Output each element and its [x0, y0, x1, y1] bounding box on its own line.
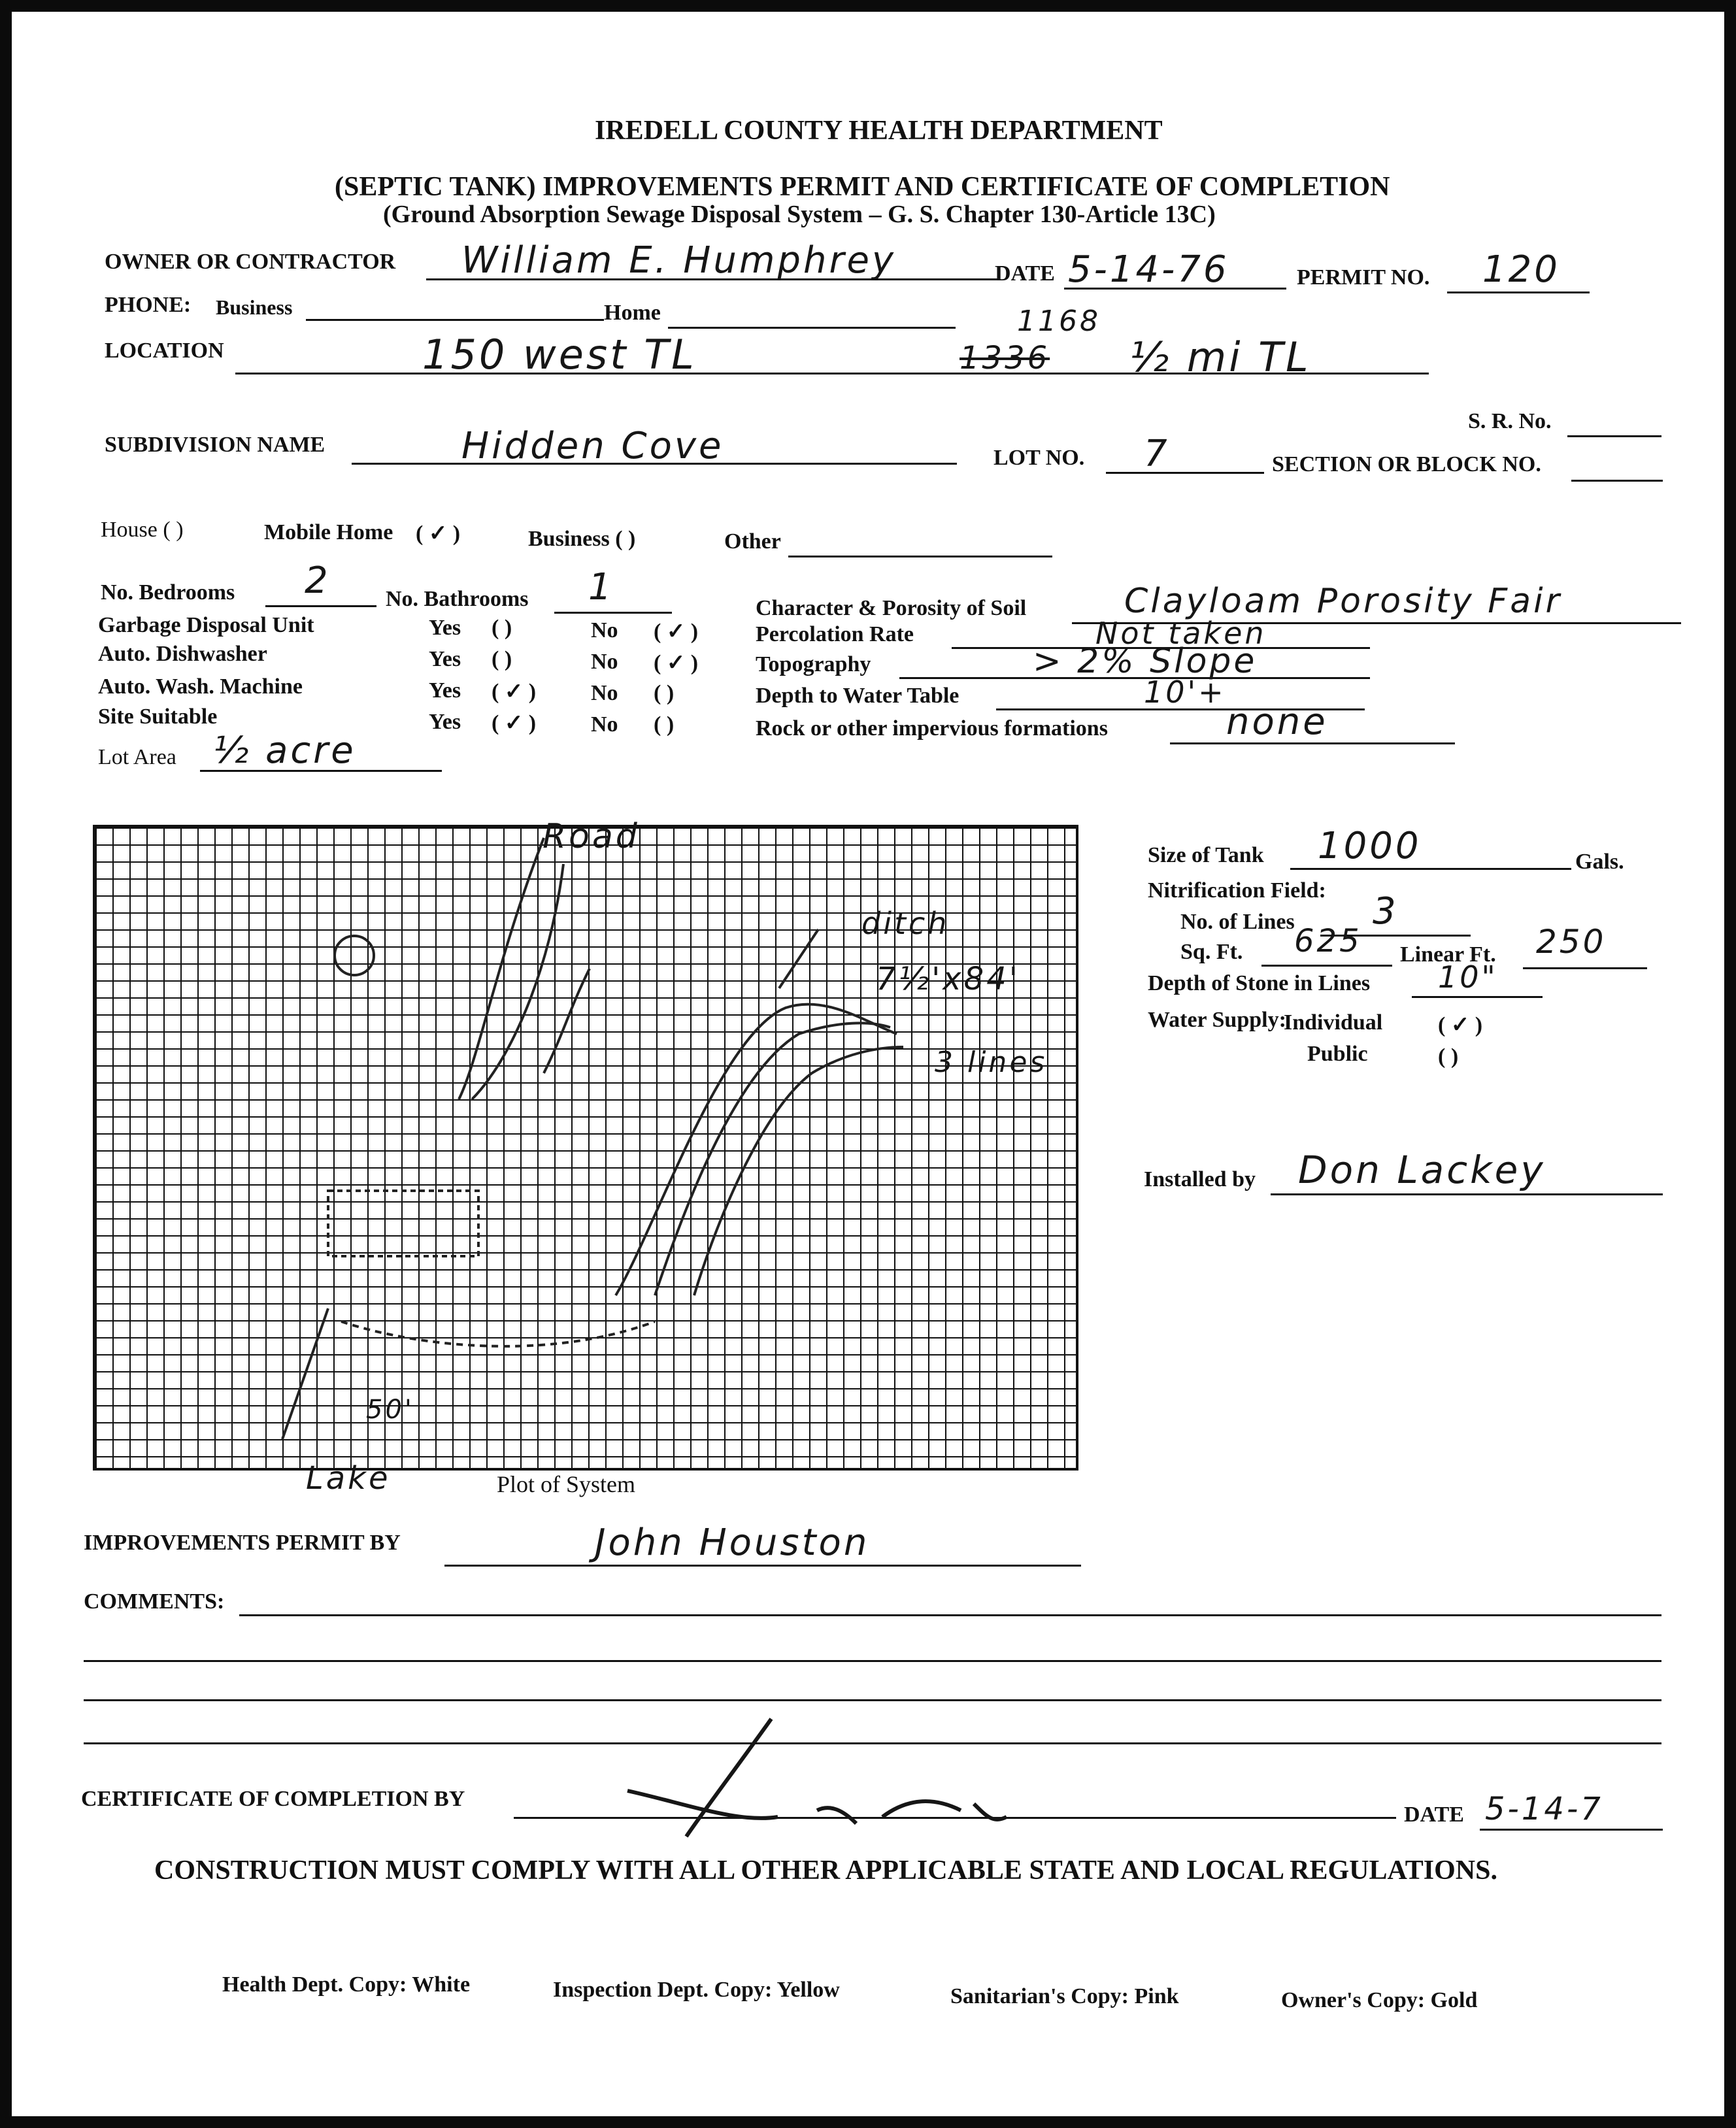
- location-value2: ½ mi TL: [1129, 333, 1311, 381]
- date-value: 5-14-76: [1068, 248, 1229, 291]
- certificate-signature: [608, 1712, 1013, 1843]
- form-title: (SEPTIC TANK) IMPROVEMENTS PERMIT AND CERTIFICATE OF COMPLETION: [335, 172, 1390, 202]
- linear-ft-label: Linear Ft.: [1400, 942, 1496, 967]
- perc-rate-value: Not taken: [1095, 616, 1267, 651]
- permit-by-label: IMPROVEMENTS PERMIT BY: [84, 1531, 401, 1555]
- certificate-label: CERTIFICATE OF COMPLETION BY: [81, 1787, 465, 1811]
- sketch-road-label: Road: [542, 817, 640, 856]
- tank-size-label: Size of Tank: [1148, 843, 1264, 867]
- business-option: Business ( ): [528, 527, 636, 551]
- feature-garbage-yes-mark: ( ): [492, 616, 512, 640]
- tank-gals-label: Gals.: [1575, 850, 1624, 874]
- tank-size-value: 1000: [1318, 825, 1422, 867]
- bathrooms-label: No. Bathrooms: [386, 587, 529, 611]
- linear-ft-value: 250: [1536, 923, 1607, 961]
- feature-garbage-label: Garbage Disposal Unit: [98, 613, 314, 637]
- phone-business-label: Business: [216, 295, 293, 319]
- location-value: 150 west TL: [422, 331, 697, 378]
- water-table-value: 10'+: [1144, 674, 1226, 710]
- public-label: Public: [1307, 1042, 1368, 1066]
- feature-site-label: Site Suitable: [98, 705, 218, 729]
- feature-dishwasher-yes-mark: ( ): [492, 647, 512, 671]
- lines-label: No. of Lines: [1180, 910, 1295, 934]
- plot-caption: Plot of System: [497, 1471, 636, 1497]
- comments-line-1: [239, 1614, 1661, 1616]
- feature-dishwasher-no-mark: ( ✓ ): [654, 651, 699, 675]
- phone-label: PHONE:: [105, 293, 192, 317]
- subdivision-label: SUBDIVISION NAME: [105, 433, 326, 457]
- sr-no-label: S. R. No.: [1468, 409, 1552, 433]
- copy-health-dept: Health Dept. Copy: White: [222, 1972, 471, 1997]
- nitrification-label: Nitrification Field:: [1148, 878, 1326, 903]
- feature-dishwasher-no: No: [591, 650, 618, 674]
- location-correction: 1168: [1017, 305, 1101, 338]
- water-supply-label: Water Supply:: [1148, 1008, 1286, 1032]
- permit-by-value: John Houston: [595, 1521, 870, 1564]
- date-label: DATE: [995, 261, 1055, 286]
- lot-area-label: Lot Area: [98, 745, 176, 769]
- installed-by-label: Installed by: [1144, 1167, 1256, 1191]
- feature-garbage-no: No: [591, 618, 618, 642]
- feature-dishwasher-label: Auto. Dishwasher: [98, 642, 267, 666]
- mobile-home-option: Mobile Home: [264, 520, 393, 544]
- sketch-lines-label: 3 lines: [935, 1046, 1048, 1079]
- soil-character-label: Character & Porosity of Soil: [756, 596, 1027, 620]
- copy-inspection-dept: Inspection Dept. Copy: Yellow: [553, 1978, 840, 2002]
- rock-label: Rock or other impervious formations: [756, 716, 1108, 740]
- form-subtitle: (Ground Absorption Sewage Disposal System – G. S. Chapter 130-Article 13C): [383, 201, 1216, 228]
- individual-label: Individual: [1284, 1010, 1383, 1035]
- section-label: SECTION OR BLOCK NO.: [1272, 452, 1541, 476]
- feature-site-no-mark: ( ): [654, 712, 675, 737]
- bedrooms-label: No. Bedrooms: [101, 580, 235, 605]
- sketch-dist-label: 50': [366, 1395, 414, 1425]
- lot-label: LOT NO.: [993, 446, 1085, 470]
- comments-line-3: [84, 1699, 1661, 1701]
- permit-value: 120: [1482, 248, 1560, 291]
- certificate-date-label: DATE: [1404, 1803, 1464, 1827]
- feature-washer-yes: Yes: [429, 678, 461, 703]
- comments-label: COMMENTS:: [84, 1589, 225, 1614]
- feature-site-yes-mark: ( ✓ ): [492, 711, 537, 735]
- installed-by-value: Don Lackey: [1298, 1148, 1546, 1192]
- comments-line-2: [84, 1660, 1661, 1662]
- location-label: LOCATION: [105, 339, 224, 363]
- bathrooms-value: 1: [588, 566, 614, 608]
- copy-sanitarian: Sanitarian's Copy: Pink: [950, 1984, 1179, 2008]
- sqft-label: Sq. Ft.: [1180, 940, 1243, 964]
- permit-label: PERMIT NO.: [1297, 265, 1430, 290]
- feature-garbage-yes: Yes: [429, 616, 461, 640]
- feature-washer-label: Auto. Wash. Machine: [98, 674, 303, 699]
- certificate-date-value: 5-14-7: [1485, 1791, 1603, 1827]
- sqft-value: 625: [1294, 923, 1362, 959]
- sketch-lake-label: Lake: [306, 1460, 391, 1497]
- water-table-label: Depth to Water Table: [756, 684, 960, 708]
- feature-site-yes: Yes: [429, 710, 461, 734]
- location-struck: 1336: [960, 340, 1050, 376]
- subdivision-value: Hidden Cove: [461, 425, 724, 467]
- feature-washer-no-mark: ( ): [654, 681, 675, 705]
- individual-mark: ( ✓ ): [1438, 1013, 1483, 1037]
- lines-value: 3: [1373, 890, 1399, 933]
- feature-washer-no: No: [591, 681, 618, 705]
- sketch-ditch-label: ditch: [861, 906, 950, 941]
- topography-label: Topography: [756, 652, 871, 676]
- phone-home-label: Home: [604, 301, 661, 325]
- agency-title: IREDELL COUNTY HEALTH DEPARTMENT: [595, 116, 1163, 146]
- stone-depth-label: Depth of Stone in Lines: [1148, 971, 1371, 995]
- soil-character-value: Clayloam Porosity Fair: [1124, 582, 1562, 621]
- bedrooms-value: 2: [305, 559, 331, 602]
- mobile-home-mark: ( ✓ ): [416, 522, 461, 546]
- topography-value: > 2% Slope: [1033, 642, 1258, 681]
- rock-value: none: [1226, 701, 1328, 743]
- sketch-dims-label: 7½'x84': [876, 961, 1020, 997]
- lot-value: 7: [1144, 433, 1170, 475]
- feature-dishwasher-yes: Yes: [429, 647, 461, 671]
- copy-owner: Owner's Copy: Gold: [1281, 1988, 1478, 2012]
- owner-value: William E. Humphrey: [461, 239, 897, 282]
- feature-garbage-no-mark: ( ✓ ): [654, 620, 699, 644]
- house-option: House ( ): [101, 518, 184, 542]
- other-option: Other: [724, 529, 781, 554]
- feature-site-no: No: [591, 712, 618, 737]
- compliance-notice: CONSTRUCTION MUST COMPLY WITH ALL OTHER APPLICABLE STATE AND LOCAL REGULATIONS.: [154, 1855, 1497, 1886]
- perc-rate-label: Percolation Rate: [756, 622, 914, 646]
- lot-area-value: ½ acre: [213, 729, 356, 772]
- owner-label: OWNER OR CONTRACTOR: [105, 250, 396, 274]
- feature-washer-yes-mark: ( ✓ ): [492, 680, 537, 704]
- public-mark: ( ): [1438, 1044, 1459, 1069]
- stone-depth-value: 10": [1438, 959, 1498, 995]
